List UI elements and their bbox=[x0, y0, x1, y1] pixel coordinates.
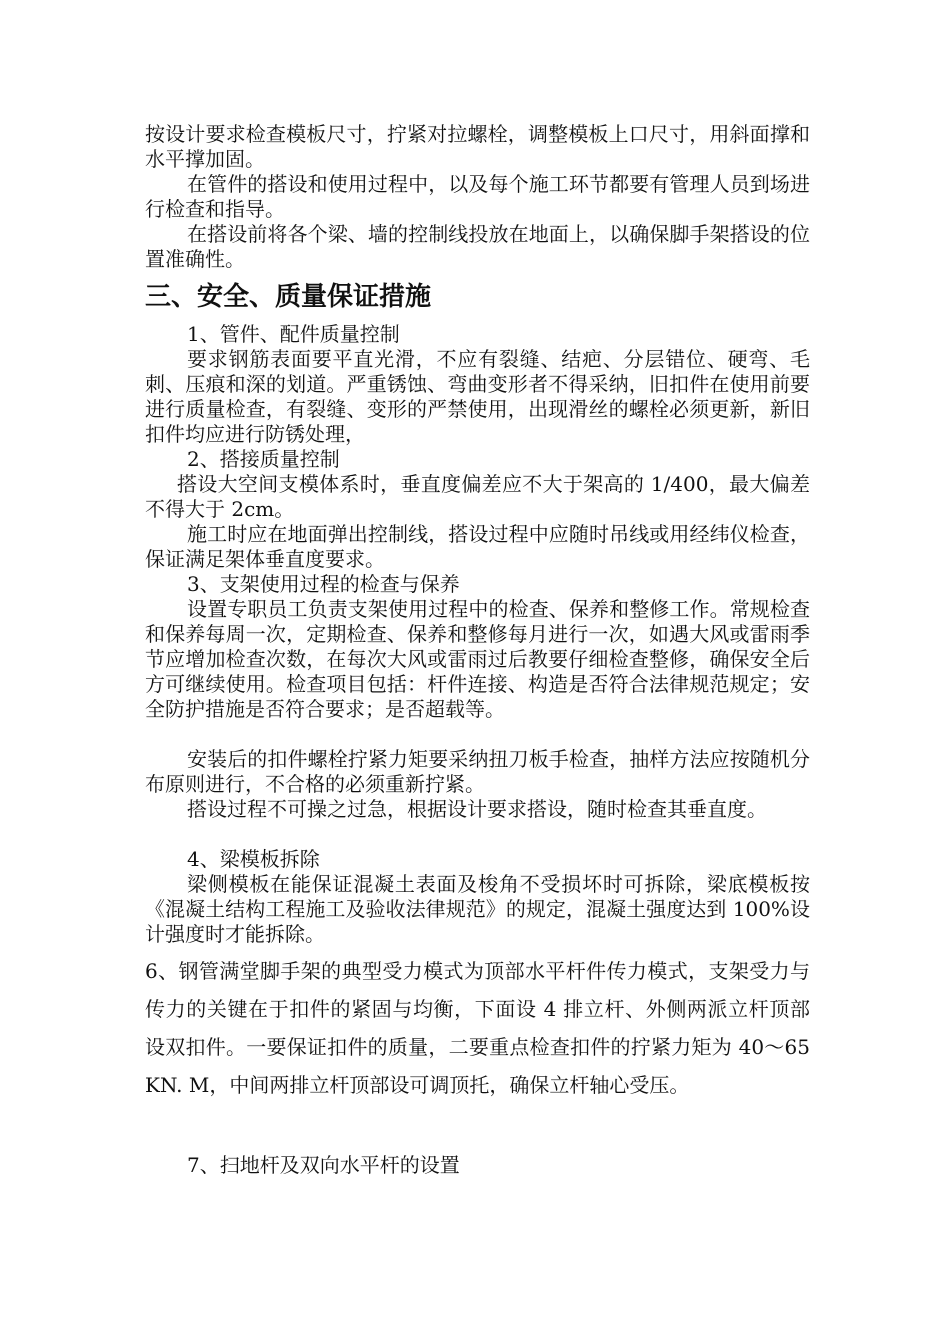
paragraph-control-line-check: 施工时应在地面弹出控制线，搭设过程中应随时吊线或用经纬仪检查，保证满足架体垂直度要求。 bbox=[145, 522, 810, 571]
subsection-title-1: 1、管件、配件质量控制 bbox=[187, 322, 400, 346]
paragraph-no-rush: 搭设过程不可操之过急，根据设计要求搭设，随时检查其垂直度。 bbox=[187, 797, 767, 821]
paragraph-template-check: 按设计要求检查模板尺寸，拧紧对拉螺栓，调整模板上口尺寸，用斜面撑和水平撑加固。 bbox=[145, 122, 810, 171]
paragraph-verticality: 搭设大空间支模体系时，垂直度偏差应不大于架高的 1/400，最大偏差不得大于 2cm。 bbox=[145, 472, 810, 521]
section-heading: 三、安全、质量保证措施 bbox=[145, 282, 432, 312]
subsection-title-2: 2、搭接质量控制 bbox=[187, 447, 340, 471]
paragraph-supervision: 在管件的搭设和使用过程中，以及每个施工环节都要有管理人员到场进行检查和指导。 bbox=[145, 172, 810, 221]
subsection-title-7: 7、扫地杆及双向水平杆的设置 bbox=[187, 1153, 460, 1177]
paragraph-maintenance: 设置专职员工负责支架使用过程中的检查、保养和整修工作。常规检查和保养每周一次，定期检查、保养和整修每月进行一次，如遇大风或雷雨季节应增加检查次数，在每次大风或雷雨过后教要仔细检查整修，确保安全后方可继续使用。检查项目包括：杆件连接、构造是否符合法律规范规定；安全防护措施是否符合要求；是否超载等。 bbox=[145, 597, 810, 721]
subsection-title-4: 4、梁模板拆除 bbox=[187, 847, 320, 871]
paragraph-formwork-removal: 梁侧模板在能保证混凝土表面及梭角不受损坏时可拆除，梁底模板按《混凝土结构工程施工及验收法律规范》的规定，混凝土强度达到 100%设计强度时才能拆除。 bbox=[145, 872, 810, 946]
paragraph-materials: 要求钢筋表面要平直光滑，不应有裂缝、结疤、分层错位、硬弯、毛刺、压痕和深的划道。严重锈蚀、弯曲变形者不得采纳，旧扣件在使用前要进行质量检查，有裂缝、变形的严禁使用，出现滑丝的螺栓必须更新，新旧扣件均应进行防锈处理， bbox=[145, 347, 810, 446]
paragraph-load-mode: 6、钢管满堂脚手架的典型受力模式为顶部水平杆件传力模式，支架受力与传力的关键在于扣件的紧固与均衡，下面设 4 排立杆、外侧两派立杆顶部设双扣件。一要保证扣件的质量，二要重点检查扣件的拧紧力矩为 40～65KN. M，中间两排立杆顶部设可调顶托，确保立杆轴心受压。 bbox=[145, 959, 810, 1097]
paragraph-torque-check: 安装后的扣件螺栓拧紧力矩要采纳扭刀板手检查，抽样方法应按随机分布原则进行，不合格的必须重新拧紧。 bbox=[145, 747, 810, 796]
subsection-title-3: 3、支架使用过程的检查与保养 bbox=[187, 572, 460, 596]
paragraph-control-lines: 在搭设前将各个梁、墙的控制线投放在地面上，以确保脚手架搭设的位置准确性。 bbox=[145, 222, 810, 271]
